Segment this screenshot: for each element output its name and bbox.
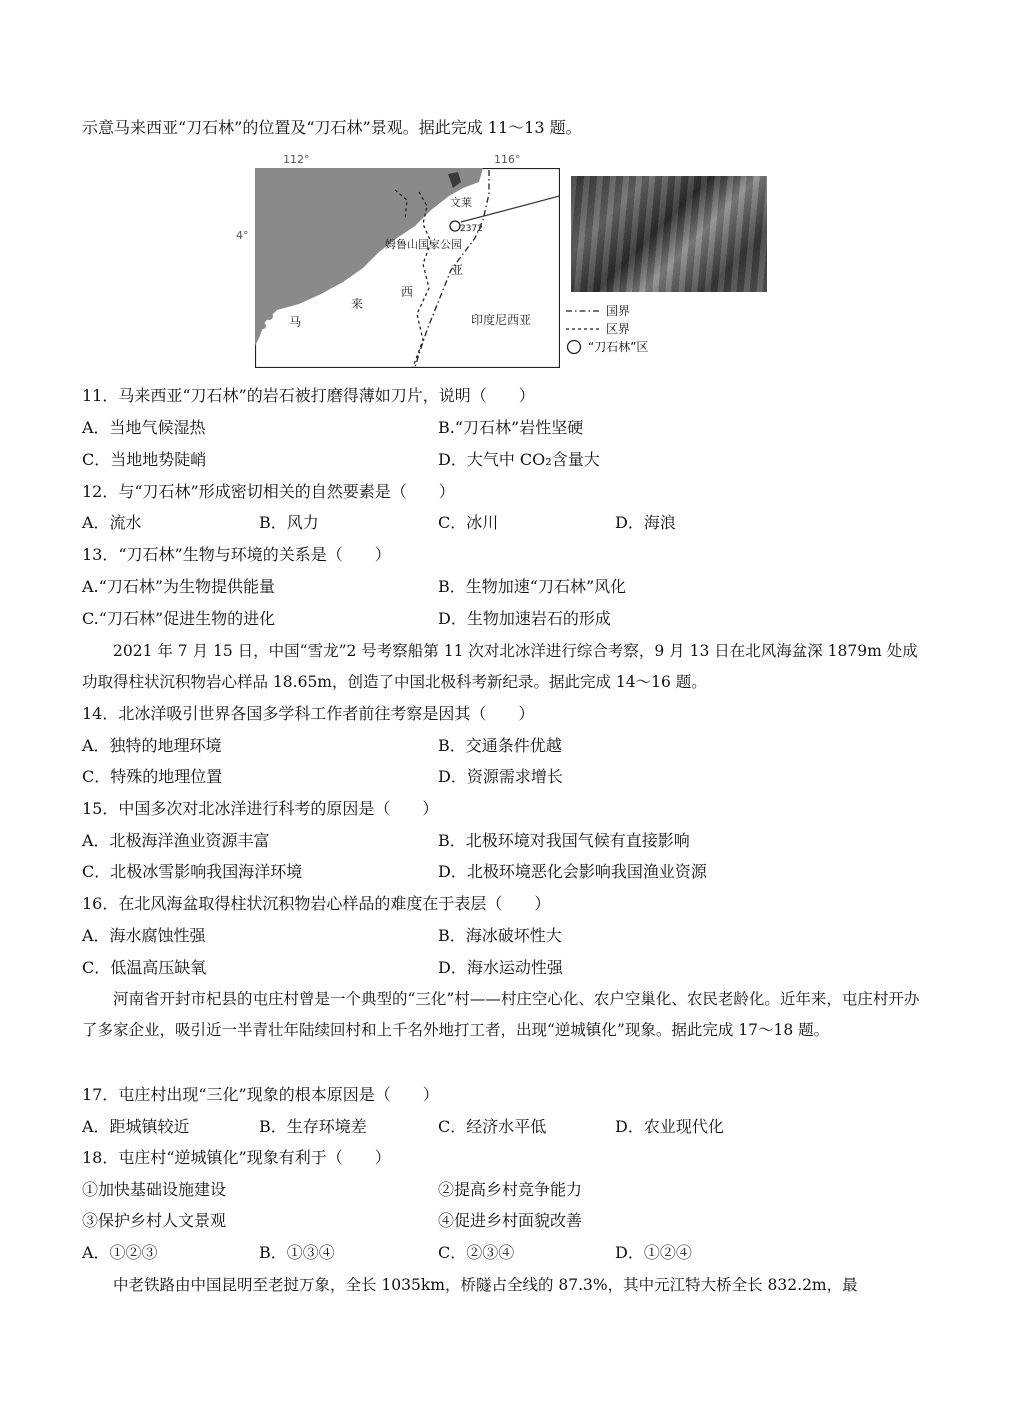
question-stem: 18．屯庄村“逆城镇化”现象有利于（ ）: [82, 1148, 391, 1167]
passage-railway: 中老铁路由中国昆明至老挝万象，全长 1035km，桥隧占全线的 87.3%，其中元江特大桥全长 832.2m，最: [113, 1276, 858, 1294]
brunei-label: 文莱: [450, 196, 472, 209]
intro-text: 示意马来西亚“刀石林”的位置及“刀石林”景观。据此完成 11～13 题。: [82, 118, 582, 137]
option-d: D．海浪: [615, 513, 676, 532]
option-b: B.“刀石林”岩性坚硬: [438, 418, 584, 437]
statement-2: ②提高乡村竞争能力: [438, 1180, 583, 1199]
option-d: D．农业现代化: [615, 1117, 724, 1136]
option-c: C．②③④: [438, 1243, 515, 1262]
option-b: B．交通条件优越: [438, 736, 562, 755]
option-a: A．海水腐蚀性强: [82, 926, 206, 945]
option-c: C．经济水平低: [438, 1117, 547, 1136]
option-a: A．①②③: [82, 1243, 158, 1262]
lat-label-4: 4°: [236, 229, 249, 242]
xi-label: 西: [401, 285, 414, 299]
option-b: B．海冰破坏性大: [438, 926, 562, 945]
legend-label: 区界: [606, 322, 631, 336]
question-stem: 15．中国多次对北冰洋进行科考的原因是（ ）: [82, 799, 439, 818]
option-d: D．北极环境恶化会影响我国渔业资源: [438, 862, 707, 881]
statement-4: ④促进乡村面貌改善: [438, 1211, 583, 1230]
option-c: C．冰川: [438, 513, 499, 532]
legend-item-regional-border: [566, 320, 648, 338]
passage-arctic: 2021 年 7 月 15 日，中国“雪龙”2 号考察船第 11 次对北冰洋进行综合考察，9 月 13 日在北风海盆深 1879m 处成功取得柱状沉积物岩心样品 18.65m，创造了中国北极科考新纪录。据此完成 14～16 题。: [82, 642, 918, 691]
option-c: C．低温高压缺氧: [82, 958, 207, 977]
legend-label: “刀石林”区: [588, 340, 649, 354]
option-c: C．特殊的地理位置: [82, 767, 223, 786]
option-d: D．资源需求增长: [438, 767, 563, 786]
peak-label: 2372: [460, 224, 483, 234]
option-a: A．当地气候湿热: [82, 418, 206, 437]
legend-item-national-border: [566, 302, 648, 320]
ya-label: 亚: [451, 263, 464, 277]
ma-label: 马: [289, 315, 302, 329]
indonesia-label: 印度尼西亚: [471, 313, 532, 327]
lon-label-116: 116°: [494, 153, 521, 166]
option-c: C．北极冰雪影响我国海洋环境: [82, 862, 303, 881]
option-b: B．北极环境对我国气候有直接影响: [438, 831, 690, 850]
question-stem: 14．北冰洋吸引世界各国多学科工作者前往考察是因其（ ）: [82, 704, 535, 723]
map-legend: [566, 302, 648, 356]
option-c: C．当地地势陡峭: [82, 450, 207, 469]
question-stem: 12．与“刀石林”形成密切相关的自然要素是（ ）: [82, 482, 455, 501]
lon-label-112: 112°: [283, 153, 310, 166]
stone-forest-photo: [571, 176, 767, 292]
question-stem: 13．“刀石林”生物与环境的关系是（ ）: [82, 545, 391, 564]
option-d: D．生物加速岩石的形成: [438, 609, 611, 628]
option-d: D．①②④: [615, 1243, 692, 1262]
option-c: C.“刀石林”促进生物的进化: [82, 609, 276, 628]
location-map: [255, 168, 560, 368]
statement-1: ①加快基础设施建设: [82, 1180, 227, 1199]
option-d: D．海水运动性强: [438, 958, 563, 977]
option-d: D．大气中 CO₂含量大: [438, 450, 600, 469]
question-stem: 17．屯庄村出现“三化”现象的根本原因是（ ）: [82, 1085, 439, 1104]
statement-3: ③保护乡村人文景观: [82, 1211, 227, 1230]
option-b: B．生物加速“刀石林”风化: [438, 577, 627, 596]
option-b: B．风力: [259, 513, 319, 532]
lai-label: 来: [351, 297, 364, 311]
park-label: 姆鲁山国家公园: [385, 238, 462, 251]
option-a: A．距城镇较近: [82, 1117, 190, 1136]
legend-item-stone-forest: [566, 338, 648, 356]
option-a: A．独特的地理环境: [82, 736, 222, 755]
option-a: A．流水: [82, 513, 142, 532]
option-b: B．生存环境差: [259, 1117, 367, 1136]
question-stem: 11．马来西亚“刀石林”的岩石被打磨得薄如刀片，说明（ ）: [82, 386, 535, 405]
option-b: B．①③④: [259, 1243, 335, 1262]
legend-label: 国界: [606, 304, 631, 318]
question-stem: 16．在北风海盆取得柱状沉积物岩心样品的难度在于表层（ ）: [82, 894, 551, 913]
option-a: A.“刀石林”为生物提供能量: [82, 577, 276, 596]
passage-village: 河南省开封市杞县的屯庄村曾是一个典型的“三化”村——村庄空心化、农户空巢化、农民老龄化。近年来，屯庄村开办了多家企业，吸引近一半青壮年陆续回村和上千名外地打工者，出现“逆城镇化”现象。据此完成 17～18 题。: [82, 990, 920, 1039]
option-a: A．北极海洋渔业资源丰富: [82, 831, 270, 850]
